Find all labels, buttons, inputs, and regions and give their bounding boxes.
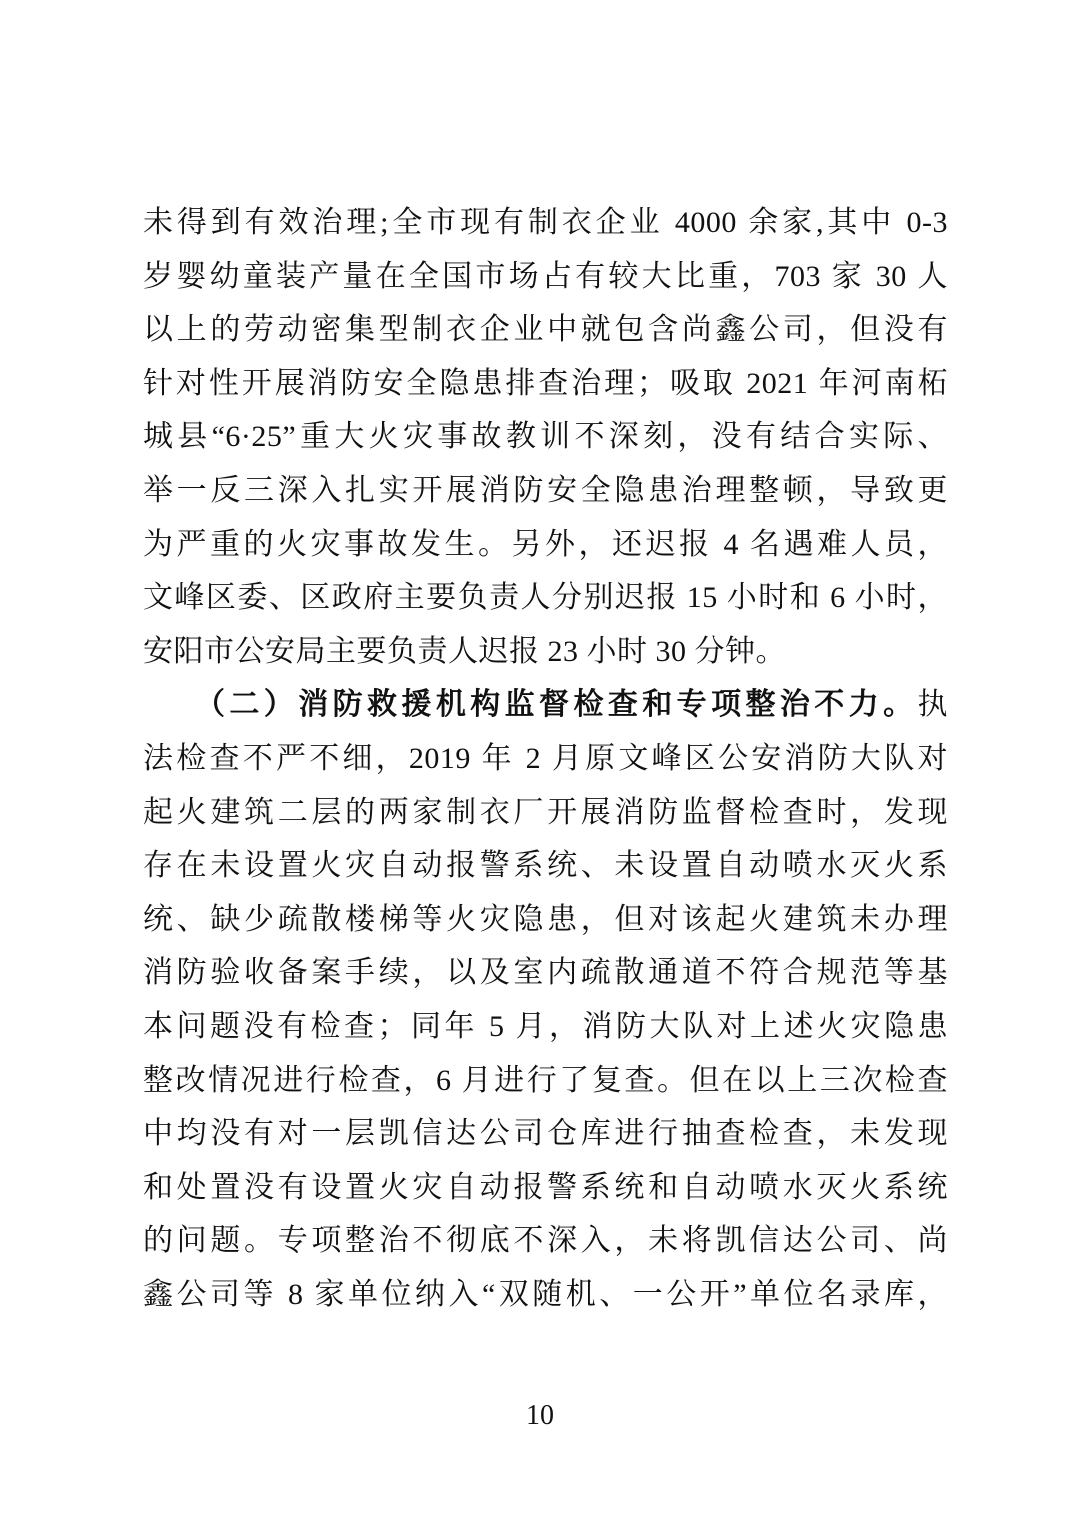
text-line: 以上的劳动密集型制衣企业中就包含尚鑫公司，但没有 xyxy=(143,313,948,347)
text-line: 未得到有效治理;全市现有制衣企业 4000 余家,其中 0-3 xyxy=(143,206,948,239)
text-line: 和处置没有设置火灾自动报警系统和自动喷水灭火系统 xyxy=(143,1170,948,1204)
text-line: 岁婴幼童装产量在全国市场占有较大比重，703 家 30 人 xyxy=(143,259,948,293)
text-line xyxy=(143,678,948,732)
text-line: 针对性开展消防安全隐患排查治理；吸取 2021 年河南柘 xyxy=(143,366,948,400)
text-line: 本问题没有检查；同年 5 月，消防大队对上述火灾隐患 xyxy=(143,1009,948,1043)
text-line: 文峰区委、区政府主要负责人分别迟报 15 小时和 6 小时， xyxy=(143,581,948,615)
section-heading: （二）消防救援机构监督检查和专项整治不力。 xyxy=(195,688,918,722)
body-text: 执 xyxy=(917,688,948,722)
text-line: 安阳市公安局主要负责人迟报 23 小时 30 分钟。 xyxy=(143,634,786,668)
text-line: 起火建筑二层的两家制衣厂开展消防监督检查时，发现 xyxy=(143,795,948,829)
text-line: 法检查不严不细，2019 年 2 月原文峰区公安消防大队对 xyxy=(143,741,948,775)
text-line: 举一反三深入扎实开展消防安全隐患治理整顿，导致更 xyxy=(143,473,948,507)
text-line: 消防验收备案手续，以及室内疏散通道不符合规范等基 xyxy=(143,956,948,990)
text-line: 鑫公司等 8 家单位纳入“双随机、一公开”单位名录库， xyxy=(143,1277,948,1311)
text-line: 为严重的火灾事故发生。另外，还迟报 4 名遇难人员， xyxy=(143,527,948,561)
text-line: 的问题。专项整治不彻底不深入，未将凯信达公司、尚 xyxy=(143,1224,948,1258)
page-number: 10 xyxy=(526,1400,554,1431)
document-body xyxy=(143,196,948,1321)
text-line: 中均没有对一层凯信达公司仓库进行抽查检查，未发现 xyxy=(143,1117,948,1151)
text-line: 存在未设置火灾自动报警系统、未设置自动喷水灭火系 xyxy=(143,849,948,883)
text-line: 统、缺少疏散楼梯等火灾隐患，但对该起火建筑未办理 xyxy=(143,902,948,936)
text-line: 城县“6·25”重大火灾事故教训不深刻，没有结合实际、 xyxy=(143,420,948,454)
text-line: 整改情况进行检查，6 月进行了复查。但在以上三次检查 xyxy=(143,1063,948,1097)
